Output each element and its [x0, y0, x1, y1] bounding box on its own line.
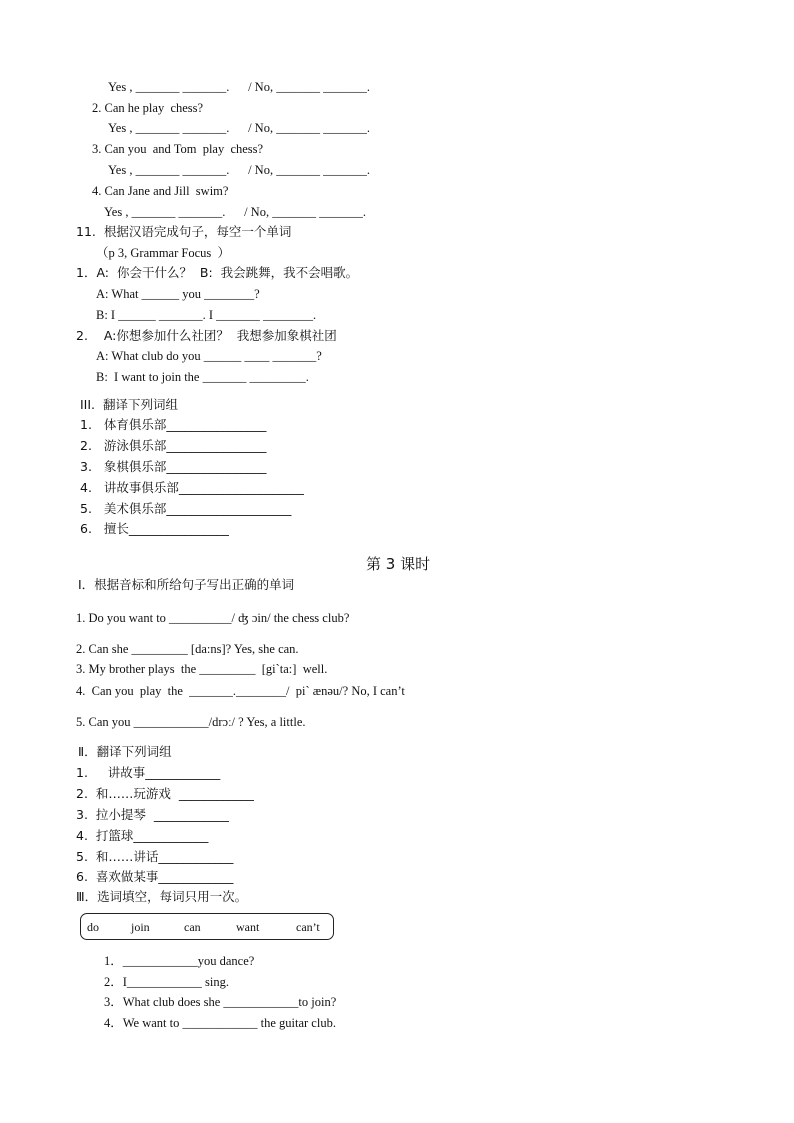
phrase-item: 1. 讲故事____________: [76, 765, 221, 780]
word-bank-item: join: [131, 920, 150, 934]
word-bank-box: [80, 913, 334, 940]
question: 4. Can you play the _______.________/ pi` ænəu/? No, I can’t: [76, 684, 405, 698]
word-bank-item: can: [184, 920, 201, 934]
question: 2. Can he play chess?: [92, 101, 204, 115]
question: 2．I____________ sing.: [104, 975, 230, 989]
phrase-item: 1. 体育俱乐部________________: [80, 417, 267, 432]
phrase-item: 5. 和……讲话____________: [76, 849, 234, 864]
question: 2. Can she _________ [da:ns]? Yes, she can.: [76, 642, 299, 656]
answer-line: B: I ______ _______. I _______ ________.: [96, 308, 317, 322]
phrase-item: 2. 和……玩游戏 ____________: [76, 786, 254, 801]
answer-line: A: What ______ you ________?: [96, 287, 260, 301]
question: 1．A: 你会干什么？ B: 我会跳舞，我不会唱歌。: [76, 265, 359, 280]
phrase-item: 6. 喜欢做某事____________: [76, 869, 234, 884]
phrase-item: 4. 讲故事俱乐部____________________: [80, 480, 304, 495]
question: 5. Can you ____________/drɔː/ ? Yes, a little.: [76, 715, 306, 729]
phrase-item: 6. 擅长________________: [80, 521, 229, 536]
lesson-title: 第 3 课时: [366, 555, 431, 573]
question: 4. Can Jane and Jill swim?: [92, 184, 229, 198]
phrase-item: 3. 象棋俱乐部________________: [80, 459, 267, 474]
answer-line: Yes , _______ _______. / No, _______ _______.: [108, 80, 370, 94]
question: 1．____________you dance?: [104, 954, 255, 968]
phrase-item: 5. 美术俱乐部____________________: [80, 501, 292, 516]
section-note: （p 3, Grammar Focus ）: [96, 246, 231, 260]
phrase-item: 3. 拉小提琴 ____________: [76, 807, 229, 822]
question: 4．We want to ____________ the guitar club.: [104, 1016, 336, 1030]
section-heading: III. 翻译下列词组: [80, 397, 178, 412]
question: 3. Can you and Tom play chess?: [92, 142, 264, 156]
word-bank-item: do: [87, 920, 99, 934]
section-heading: Ⅱ．翻译下列词组: [78, 744, 172, 759]
section-heading: Ⅰ．根据音标和所给句子写出正确的单词: [78, 577, 295, 592]
question: 3．What club does she ____________to join?: [104, 995, 337, 1009]
phrase-item: 2. 游泳俱乐部________________: [80, 438, 267, 453]
word-bank-item: can’t: [296, 920, 320, 934]
section-heading: 11. 根据汉语完成句子，每空一个单词: [76, 224, 292, 239]
answer-line: A: What club do you ______ ____ _______?: [96, 349, 322, 363]
answer-line: B: I want to join the _______ _________.: [96, 370, 309, 384]
answer-line: Yes , _______ _______. / No, _______ _______.: [108, 121, 370, 135]
phrase-item: 4. 打篮球____________: [76, 828, 209, 843]
question: 3. My brother plays the _________ [gi`ta:] well.: [76, 662, 328, 676]
section-heading: Ⅲ．选词填空，每词只用一次。: [76, 889, 248, 904]
word-bank-item: want: [236, 920, 260, 934]
answer-line: Yes , _______ _______. / No, _______ _______.: [104, 205, 366, 219]
answer-line: Yes , _______ _______. / No, _______ _______.: [108, 163, 370, 177]
question: 1. Do you want to __________/ ʤ ɔin/ the chess club?: [76, 611, 350, 625]
question: 2. A:你想参加什么社团？ 我想参加象棋社团: [76, 328, 337, 343]
